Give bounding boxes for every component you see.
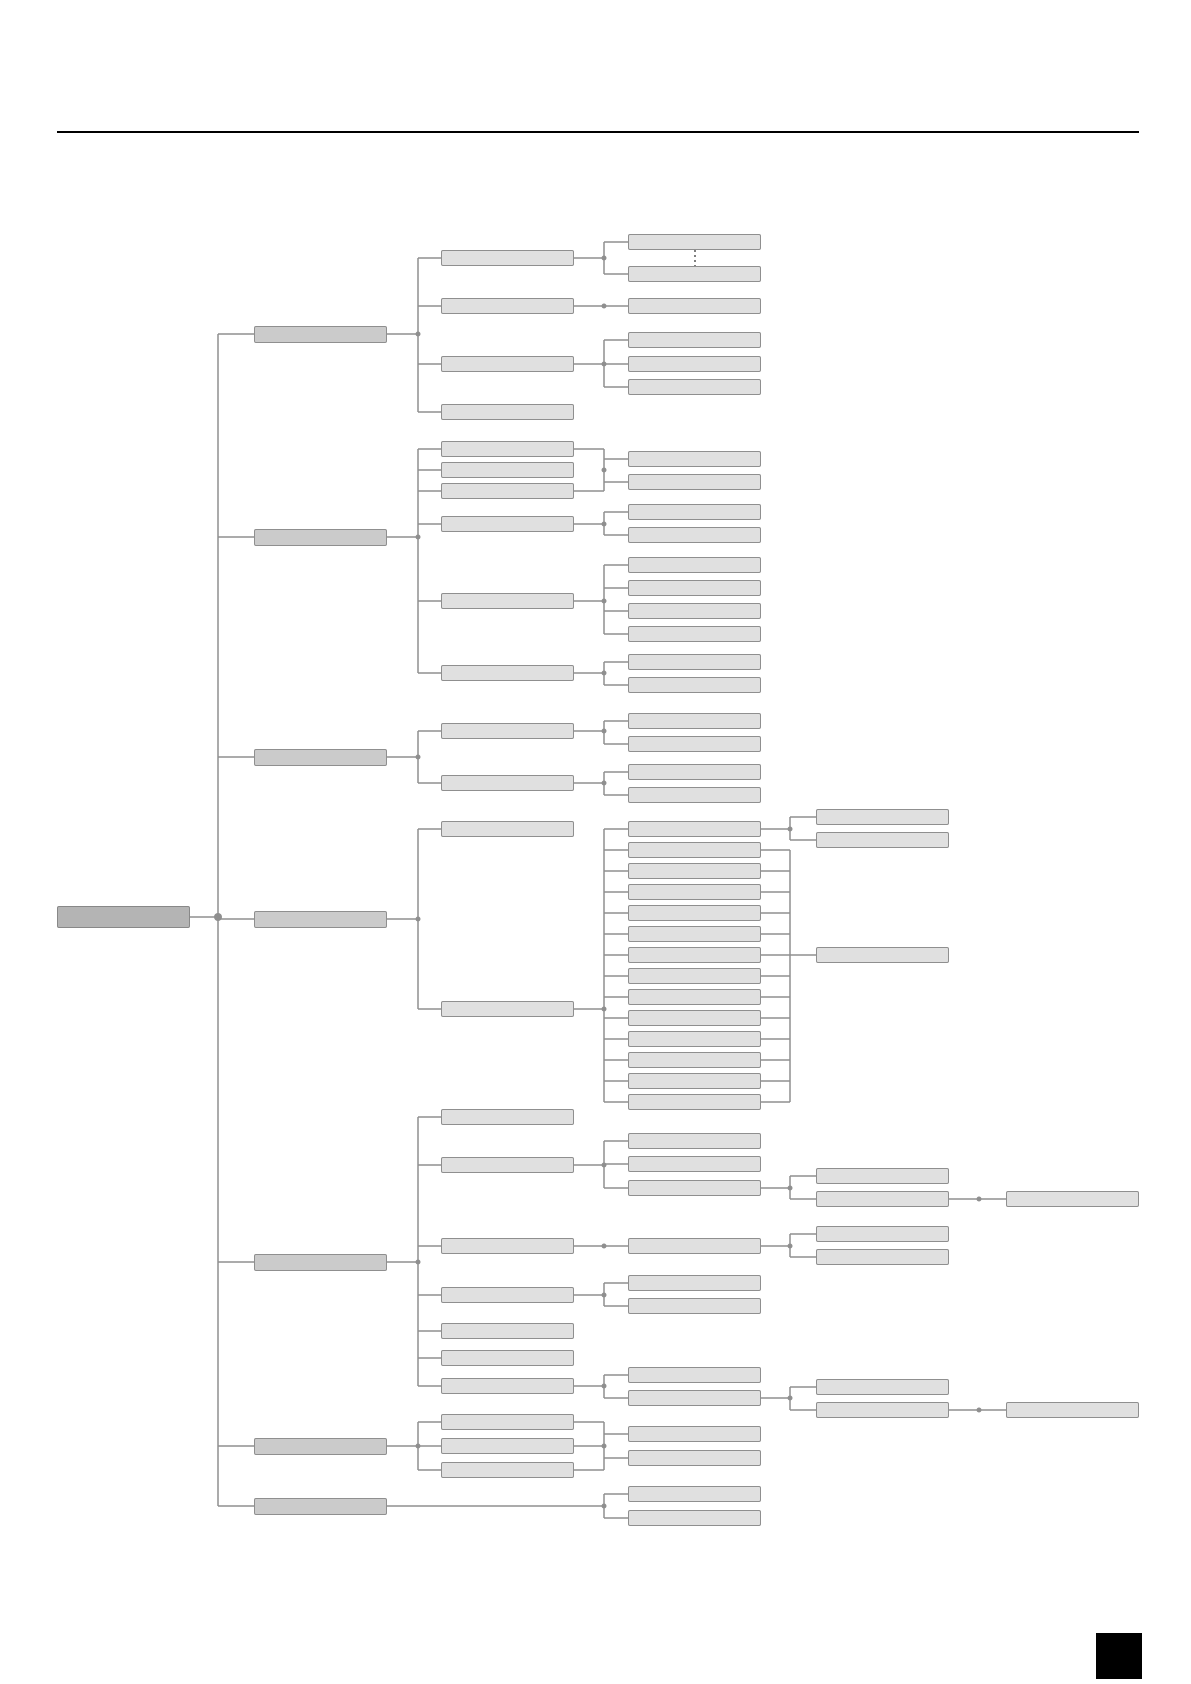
menu-node-level-1 [254, 911, 387, 928]
menu-node-level-2 [441, 462, 574, 478]
menu-node-level-3 [628, 1180, 761, 1196]
menu-node-level-4 [816, 1249, 949, 1265]
menu-node-level-3 [628, 356, 761, 372]
menu-node-level-5 [1006, 1402, 1139, 1418]
menu-node-level-2 [441, 1001, 574, 1017]
menu-node-level-2 [441, 723, 574, 739]
menu-node-level-2 [441, 250, 574, 266]
menu-node-level-2 [441, 356, 574, 372]
menu-node-level-3 [628, 298, 761, 314]
menu-node-level-2 [441, 1438, 574, 1454]
menu-node-level-3 [628, 713, 761, 729]
menu-node-level-4 [816, 809, 949, 825]
menu-node-level-3 [628, 842, 761, 858]
menu-node-level-2 [441, 1109, 574, 1125]
menu-node-level-3 [628, 1367, 761, 1383]
menu-node-level-3 [628, 1031, 761, 1047]
menu-node-level-4 [816, 832, 949, 848]
menu-node-level-2 [441, 665, 574, 681]
menu-node-level-3 [628, 1010, 761, 1026]
menu-node-level-3 [628, 787, 761, 803]
menu-node-level-2 [441, 1414, 574, 1430]
menu-node-level-2 [441, 593, 574, 609]
menu-node-level-2 [441, 483, 574, 499]
menu-node-level-2 [441, 1157, 574, 1173]
menu-node-level-1 [254, 1438, 387, 1455]
menu-node-level-2 [441, 821, 574, 837]
menu-node-level-2 [441, 1287, 574, 1303]
menu-node-level-3 [628, 451, 761, 467]
menu-node-level-2 [441, 404, 574, 420]
menu-node-level-2 [441, 1323, 574, 1339]
menu-node-level-3 [628, 1298, 761, 1314]
menu-node-level-3 [628, 968, 761, 984]
menu-node-level-4 [816, 1168, 949, 1184]
menu-node-level-3 [628, 603, 761, 619]
menu-node-level-3 [628, 266, 761, 282]
menu-node-level-3 [628, 557, 761, 573]
menu-node-level-3 [628, 1390, 761, 1406]
menu-node-level-3 [628, 1450, 761, 1466]
menu-node-level-3 [628, 626, 761, 642]
menu-node-level-3 [628, 1275, 761, 1291]
menu-node-level-2 [441, 1378, 574, 1394]
menu-node-level-5 [1006, 1191, 1139, 1207]
menu-node-level-3 [628, 1426, 761, 1442]
menu-node-level-4 [816, 947, 949, 963]
page-marker [1096, 1633, 1142, 1679]
menu-node-level-3 [628, 947, 761, 963]
menu-node-level-4 [816, 1191, 949, 1207]
menu-node-level-3 [628, 234, 761, 250]
menu-node-level-3 [628, 1486, 761, 1502]
menu-node-level-3 [628, 1510, 761, 1526]
menu-node-level-1 [254, 1254, 387, 1271]
menu-node-level-3 [628, 504, 761, 520]
connector-junction [602, 1444, 607, 1449]
menu-node-level-3 [628, 926, 761, 942]
menu-node-level-3 [628, 863, 761, 879]
menu-root-node [57, 906, 190, 928]
menu-node-level-3 [628, 1052, 761, 1068]
menu-node-level-3 [628, 884, 761, 900]
menu-node-level-3 [628, 764, 761, 780]
menu-node-level-3 [628, 654, 761, 670]
menu-node-level-3 [628, 1073, 761, 1089]
menu-node-level-3 [628, 379, 761, 395]
menu-node-level-3 [628, 677, 761, 693]
menu-node-level-1 [254, 749, 387, 766]
menu-node-level-1 [254, 326, 387, 343]
menu-node-level-1 [254, 529, 387, 546]
menu-node-level-3 [628, 527, 761, 543]
menu-node-level-3 [628, 580, 761, 596]
menu-node-level-2 [441, 775, 574, 791]
menu-node-level-2 [441, 516, 574, 532]
menu-node-level-3 [628, 1094, 761, 1110]
menu-node-level-3 [628, 989, 761, 1005]
menu-node-level-2 [441, 1350, 574, 1366]
menu-node-level-1 [254, 1498, 387, 1515]
menu-node-level-2 [441, 441, 574, 457]
menu-node-level-2 [441, 1462, 574, 1478]
menu-node-level-2 [441, 298, 574, 314]
menu-node-level-3 [628, 474, 761, 490]
menu-node-level-3 [628, 1133, 761, 1149]
menu-node-level-4 [816, 1226, 949, 1242]
menu-node-level-3 [628, 736, 761, 752]
menu-node-level-3 [628, 821, 761, 837]
menu-node-level-4 [816, 1402, 949, 1418]
connector-junction [602, 468, 607, 473]
menu-node-level-3 [628, 1156, 761, 1172]
menu-node-level-3 [628, 332, 761, 348]
menu-node-level-4 [816, 1379, 949, 1395]
menu-node-level-2 [441, 1238, 574, 1254]
menu-node-level-3 [628, 905, 761, 921]
menu-node-level-3 [628, 1238, 761, 1254]
